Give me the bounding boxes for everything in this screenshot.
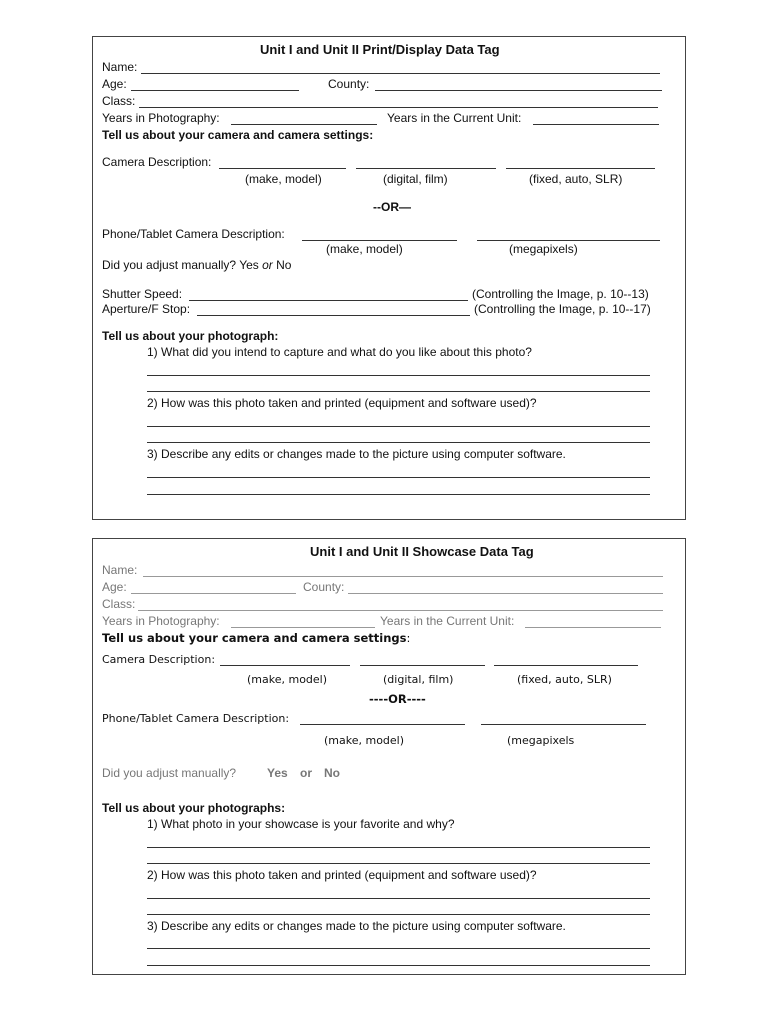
tag2-age-label: Age: bbox=[102, 580, 127, 594]
tag2-answer-2-line-1[interactable] bbox=[147, 898, 650, 899]
tag1-answer-2-line-1[interactable] bbox=[147, 426, 650, 427]
tag2-fixed-auto-hint: (fixed, auto, SLR) bbox=[517, 673, 612, 686]
tag2-name-label: Name: bbox=[102, 563, 138, 577]
tag2-answer-3-line-1[interactable] bbox=[147, 948, 650, 949]
tag2-camera-desc-label: Camera Description: bbox=[102, 653, 216, 666]
tag1-question-2: 2) How was this photo taken and printed (equipment and software used)? bbox=[147, 396, 537, 410]
tag1-age-label: Age: bbox=[102, 77, 127, 91]
tag2-answer-1-line-1[interactable] bbox=[147, 847, 650, 848]
tag1-answer-3-line-1[interactable] bbox=[147, 477, 650, 478]
tag1-years-photo-label: Years in Photography: bbox=[102, 111, 220, 125]
tag2-name-field[interactable] bbox=[143, 576, 663, 577]
tag2-question-3: 3) Describe any edits or changes made to the picture using computer software. bbox=[147, 919, 566, 933]
tag2-question-1: 1) What photo in your showcase is your favorite and why? bbox=[147, 817, 455, 831]
tag1-answer-3-line-2[interactable] bbox=[147, 494, 650, 495]
tag1-title: Unit I and Unit II Print/Display Data Tag bbox=[260, 42, 500, 57]
tag1-or-divider: --OR— bbox=[373, 200, 411, 214]
tag1-camera-desc-label: Camera Description: bbox=[102, 155, 212, 169]
tag2-camera-type-field[interactable] bbox=[360, 665, 485, 666]
tag1-camera-type-field[interactable] bbox=[356, 168, 496, 169]
tag2-answer-2-line-2[interactable] bbox=[147, 914, 650, 915]
tag2-question-2: 2) How was this photo taken and printed (equipment and software used)? bbox=[147, 868, 537, 882]
tag1-phone-label: Phone/Tablet Camera Description: bbox=[102, 227, 285, 241]
tag1-years-unit-field[interactable] bbox=[533, 124, 659, 125]
tag2-years-unit-label: Years in the Current Unit: bbox=[380, 614, 515, 628]
tag1-aperture-field[interactable] bbox=[197, 315, 470, 316]
tag1-phone-make-field[interactable] bbox=[302, 240, 457, 241]
tag1-fixed-auto-hint: (fixed, auto, SLR) bbox=[529, 172, 623, 186]
tag2-yes-option[interactable]: Yes bbox=[267, 766, 288, 780]
tag2-class-field[interactable] bbox=[138, 610, 663, 611]
tag1-county-field[interactable] bbox=[375, 90, 662, 91]
tag1-camera-mode-field[interactable] bbox=[506, 168, 655, 169]
tag1-answer-2-line-2[interactable] bbox=[147, 442, 650, 443]
tag2-phone-label: Phone/Tablet Camera Description: bbox=[102, 712, 290, 725]
tag1-years-unit-label: Years in the Current Unit: bbox=[387, 111, 522, 125]
tag2-years-unit-field[interactable] bbox=[525, 627, 661, 628]
tag2-camera-make-field[interactable] bbox=[220, 665, 350, 666]
tag2-answer-1-line-2[interactable] bbox=[147, 863, 650, 864]
tag1-adjust-question: Did you adjust manually? Yes or No bbox=[102, 258, 292, 272]
tag2-digital-film-hint: (digital, film) bbox=[383, 673, 454, 686]
tag1-camera-make-field[interactable] bbox=[219, 168, 346, 169]
tag2-county-field[interactable] bbox=[348, 593, 663, 594]
showcase-data-tag bbox=[92, 538, 686, 975]
tag1-question-3: 3) Describe any edits or changes made to the picture using computer software. bbox=[147, 447, 566, 461]
tag1-question-1: 1) What did you intend to capture and what do you like about this photo? bbox=[147, 345, 532, 359]
tag1-name-label: Name: bbox=[102, 60, 138, 74]
tag1-age-field[interactable] bbox=[131, 90, 299, 91]
tag2-title: Unit I and Unit II Showcase Data Tag bbox=[310, 544, 534, 559]
tag2-county-label: County: bbox=[303, 580, 345, 594]
tag1-megapixels-field[interactable] bbox=[477, 240, 660, 241]
tag2-phone-make-field[interactable] bbox=[300, 724, 465, 725]
tag1-aperture-ref: (Controlling the Image, p. 10--17) bbox=[474, 302, 651, 316]
tag1-answer-1-line-2[interactable] bbox=[147, 391, 650, 392]
tag2-megapixels-field[interactable] bbox=[481, 724, 646, 725]
tag2-phone-make-hint: (make, model) bbox=[324, 734, 405, 747]
tag2-or-divider: ----OR---- bbox=[369, 692, 426, 706]
tag2-adjust-question: Did you adjust manually? bbox=[102, 766, 237, 780]
tag2-no-option[interactable]: No bbox=[324, 766, 340, 780]
tag1-camera-heading: Tell us about your camera and camera settings: bbox=[102, 128, 374, 142]
tag2-years-photo-label: Years in Photography: bbox=[102, 614, 220, 628]
tag2-age-field[interactable] bbox=[131, 593, 296, 594]
tag2-years-photo-field[interactable] bbox=[231, 627, 375, 628]
tag2-camera-heading: Tell us about your camera and camera settings: bbox=[102, 631, 411, 645]
tag1-shutter-label: Shutter Speed: bbox=[102, 287, 183, 301]
tag2-photo-heading: Tell us about your photographs: bbox=[102, 801, 286, 815]
tag1-answer-1-line-1[interactable] bbox=[147, 375, 650, 376]
tag1-megapixels-hint: (megapixels) bbox=[509, 242, 578, 256]
tag1-class-label: Class: bbox=[102, 94, 136, 108]
tag2-or-word: or bbox=[300, 766, 312, 780]
tag1-make-model-hint: (make, model) bbox=[245, 172, 322, 186]
tag1-phone-make-hint: (make, model) bbox=[326, 242, 403, 256]
tag2-make-model-hint: (make, model) bbox=[247, 673, 328, 686]
tag1-digital-film-hint: (digital, film) bbox=[383, 172, 448, 186]
tag2-answer-3-line-2[interactable] bbox=[147, 965, 650, 966]
tag1-class-field[interactable] bbox=[139, 107, 658, 108]
tag1-photo-heading: Tell us about your photograph: bbox=[102, 329, 279, 343]
tag1-name-field[interactable] bbox=[141, 73, 660, 74]
tag1-county-label: County: bbox=[328, 77, 370, 91]
tag2-megapixels-hint: (megapixels bbox=[507, 734, 575, 747]
tag1-shutter-field[interactable] bbox=[189, 300, 468, 301]
tag2-camera-mode-field[interactable] bbox=[494, 665, 638, 666]
tag1-shutter-ref: (Controlling the Image, p. 10--13) bbox=[472, 287, 649, 301]
tag2-class-label: Class: bbox=[102, 597, 136, 611]
tag1-years-photo-field[interactable] bbox=[231, 124, 377, 125]
tag1-aperture-label: Aperture/F Stop: bbox=[102, 302, 191, 316]
